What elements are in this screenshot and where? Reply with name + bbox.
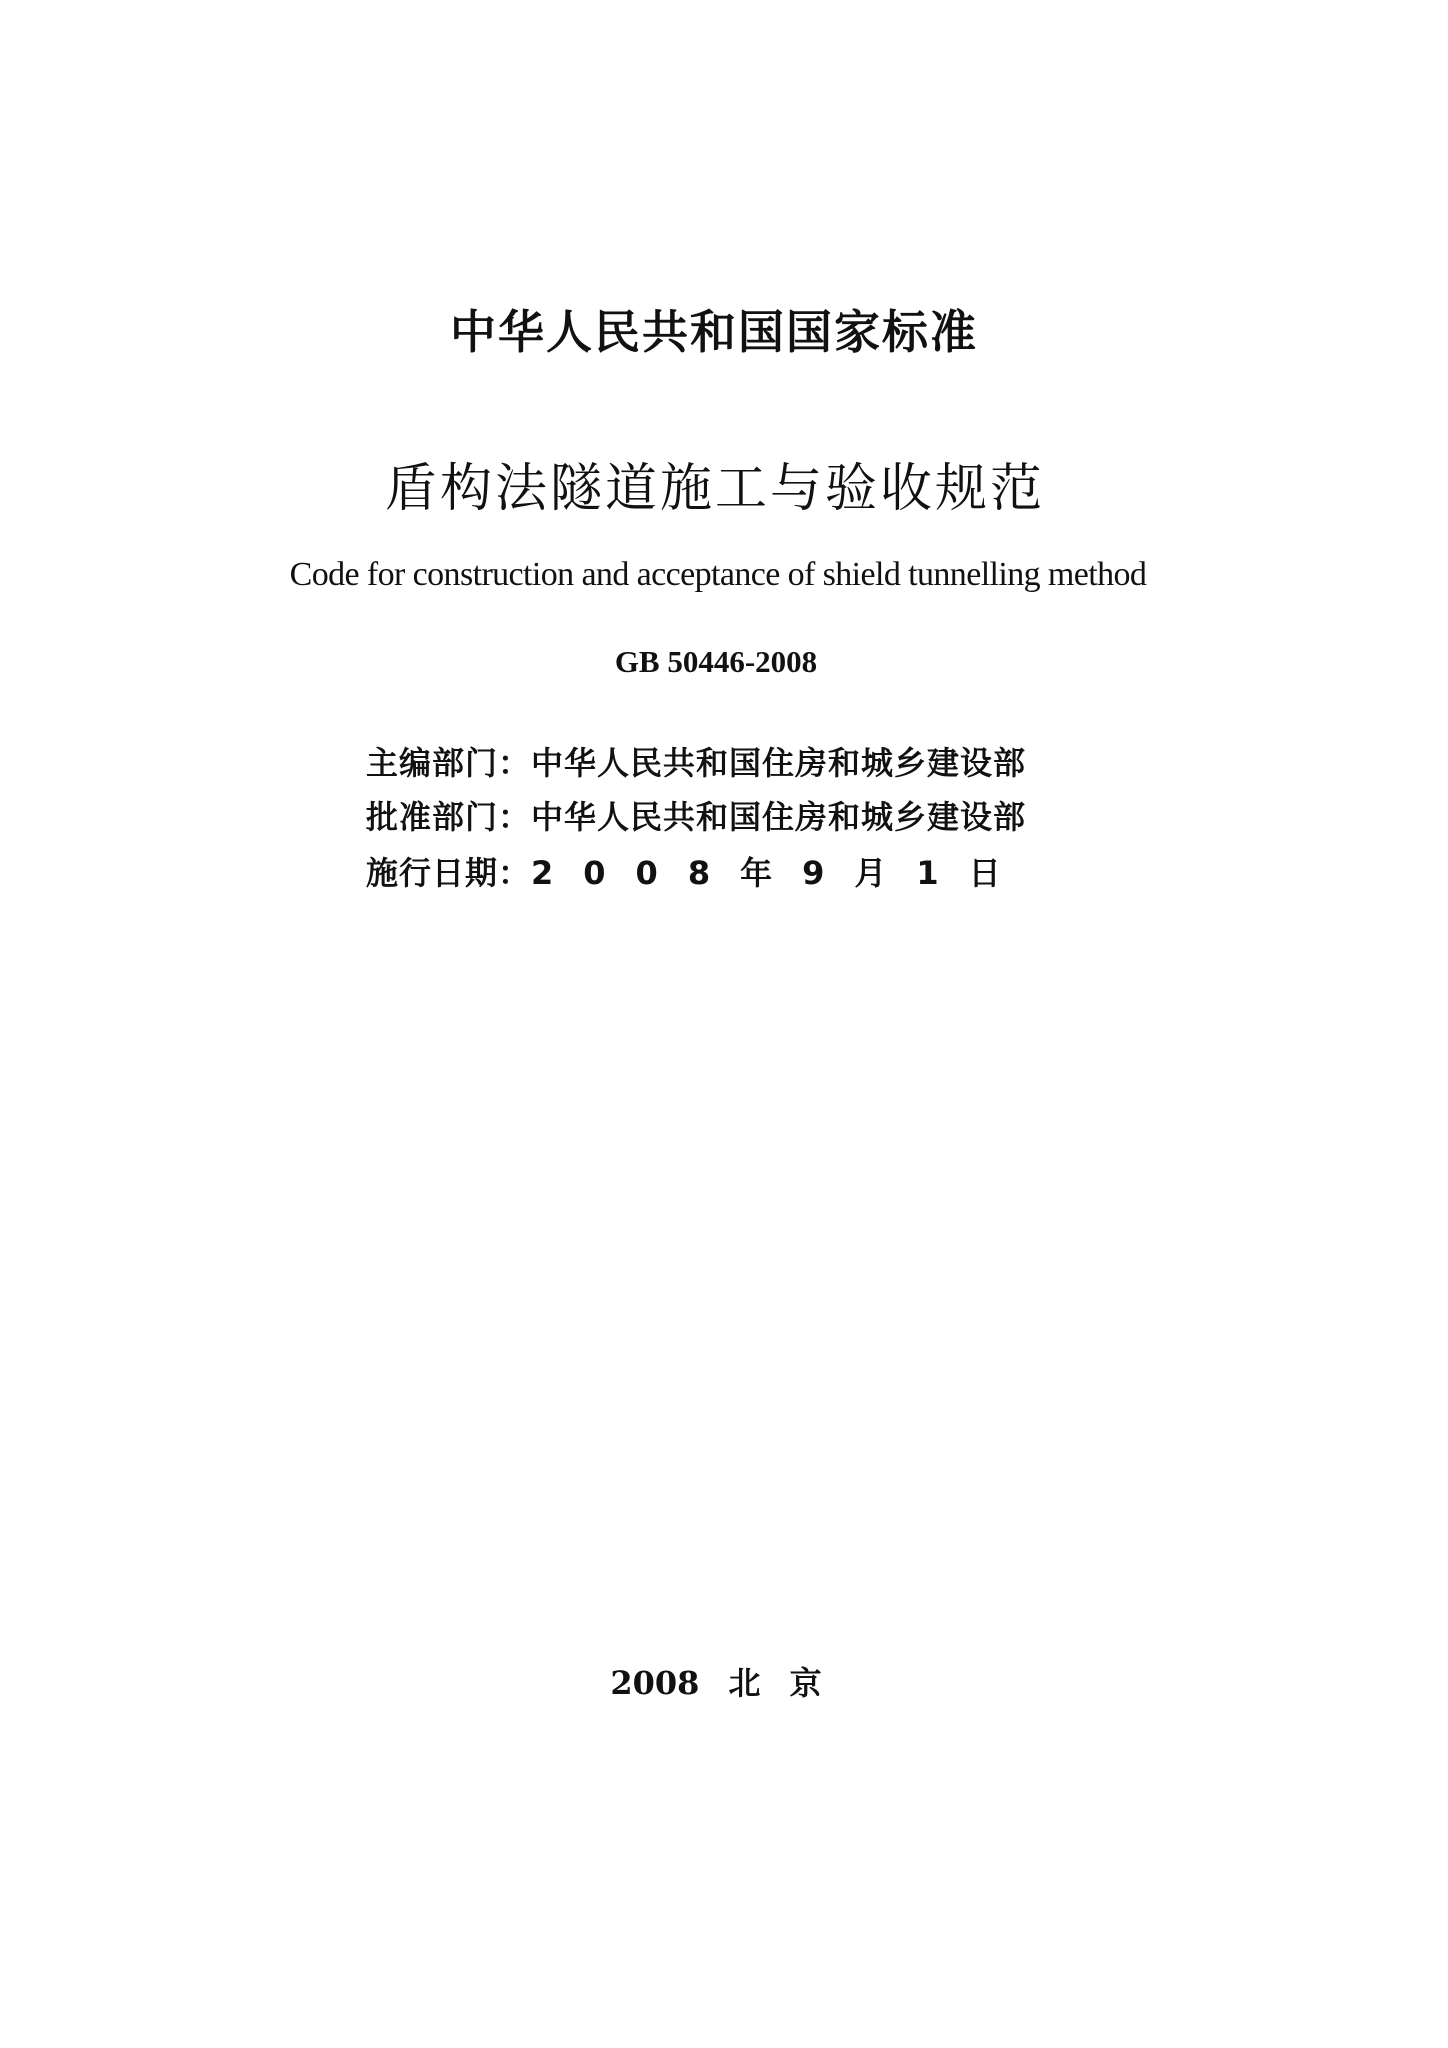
document-title-chinese: 盾构法隧道施工与验收规范: [384, 459, 1045, 519]
approval-department-value: 中华人民共和国住房和城乡建设部: [531, 798, 1027, 836]
chief-department-label: 主编部门：: [366, 744, 532, 782]
approval-department-label: 批准部门：: [366, 798, 532, 836]
publication-place-year: 2008 北 京: [610, 1664, 822, 1702]
chief-department-row: [366, 738, 1126, 784]
effective-date-value: 2 0 0 8 年 9 月 1 日: [531, 854, 1001, 892]
effective-date-label: 施行日期：: [366, 854, 532, 892]
approval-department-row: [366, 792, 1126, 838]
chief-department-value: 中华人民共和国住房和城乡建设部: [531, 744, 1027, 782]
standard-code: GB 50446-2008: [614, 644, 818, 679]
document-title-english: Code for construction and acceptance of shield tunnelling method: [289, 556, 1147, 593]
standard-header: 中华人民共和国国家标准: [450, 305, 978, 359]
effective-date-row: [366, 848, 1126, 894]
